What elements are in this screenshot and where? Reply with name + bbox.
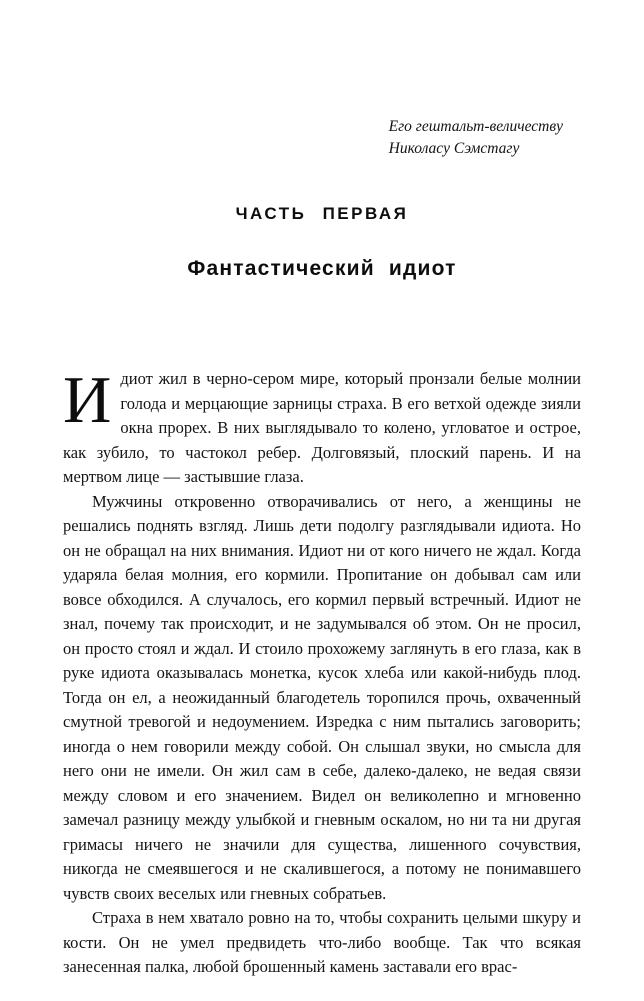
epigraph-line-1: Его гештальт-величеству xyxy=(388,118,563,135)
paragraph: Мужчины откровенно отворачивались от него, а женщины не решались поднять взгляд. Лишь дети подолгу разглядывали идиота. Но он не обращал на них внимания. Идиот ни от кого ничего не ждал. Когда ударяла белая молния, его кормили. Пропитание он добывал сам или вовсе обходился. А случалось, его кормил первый встречный. Идиот не знал, почему так происходит, и не задумывался об этом. Он не просил, он просто стоял и ждал. И стоило прохожему заглянуть в его глаза, как в руке идиота оказывалась монетка, кусок хлеба или какой-нибудь плод. Тогда он ел, а неожиданный благодетель торопился прочь, охваченный смутной тревогой и недоумением. Изредка с ним пытались заговорить; иногда о нем говорили между собой. Он слышал звуки, но смысла для него они не имели. Он жил сам в себе, далеко-далеко, не ведая связи между словом и его значением. Видел он великолепно и мгновенно замечал разницу между улыбкой и гневным оскалом, но ни та ни другая гримасы ничего не значили для существа, лишенного сочувствия, никогда не смеявшегося и не скалившегося, а потому не понимавшего чувств своих веселых или гневных собратьев. xyxy=(63,491,581,903)
epigraph xyxy=(389,116,563,160)
epigraph-line-2: Николасу Сэмстагу xyxy=(388,140,520,157)
chapter-title: Фантастический идиот xyxy=(187,257,457,280)
body-text xyxy=(63,363,581,980)
paragraph-first xyxy=(63,363,581,490)
paragraph: Страха в нем хватало ровно на то, чтобы сохранить целыми шкуру и кости. Он не умел предвидеть что-либо вообще. Так что всякая занесенная палка, любой брошенный камень заставали его врас- xyxy=(63,908,581,976)
drop-cap: И xyxy=(63,363,112,437)
part-heading: ЧАСТЬ ПЕРВАЯ xyxy=(235,204,409,223)
paragraph-first-text: диот жил в черно-сером мире, который пронзали белые молнии голода и мерцающие зарницы страха. В его ветхой одежде зияли окна прорех. В них выглядывало то колено, угловатое и острое, как зубило, то частокол ребер. Долговязый, плоский парень. И на мертвом лице — застывшие глаза. xyxy=(63,369,581,486)
